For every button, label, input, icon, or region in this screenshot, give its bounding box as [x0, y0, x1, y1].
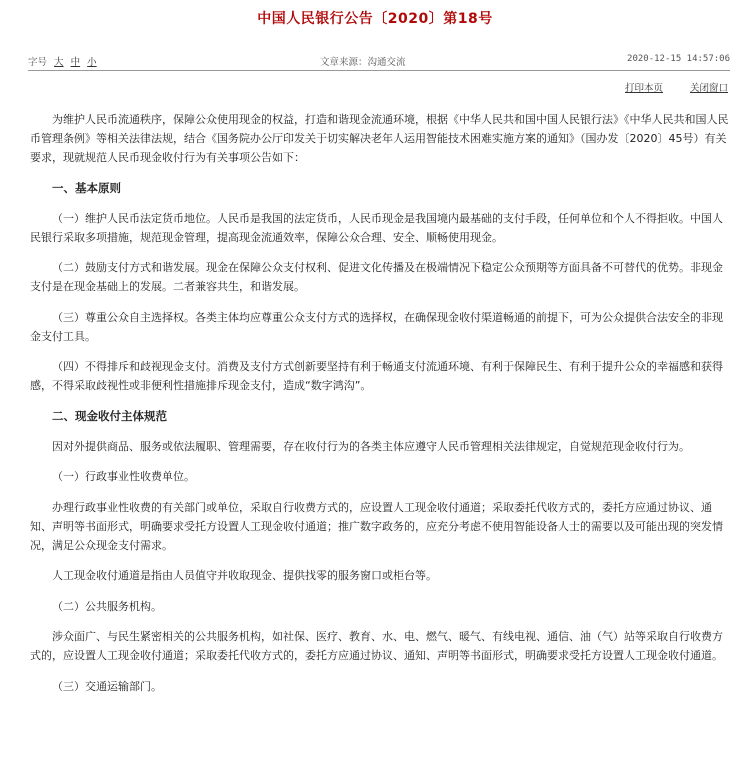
- article-source: 文章来源：沟通交流: [320, 57, 406, 68]
- page-tools: [601, 80, 728, 94]
- font-size-selector: [28, 54, 97, 68]
- section-heading: 二、现金收付主体规范: [52, 408, 167, 423]
- paragraph: 办理行政事业性收费的有关部门或单位，采取自行收费方式的，应设置人工现金收付通道；采取委托代收方式的，委托方应通过协议、通知、声明等书面形式，明确要求受托方设置人工现金收付通道；推广数字政务的，应充分考虑不使用智能设备人士的需要以及可能出现的突发情况，满足公众现金支付需求。: [30, 500, 723, 552]
- paragraph: （一）行政事业性收费单位。: [52, 470, 195, 483]
- paragraph: 人工现金收付通道是指由人员值守并收取现金、提供找零的服务窗口或柜台等。: [52, 569, 437, 582]
- print-page-link[interactable]: 打印本页: [624, 83, 663, 94]
- paragraph: 涉众面广、与民生紧密相关的公共服务机构，如社保、医疗、教育、水、电、燃气、暖气、有线电视、通信、油（气）站等采取自行收费方式的，应设置人工现金收付通道；采取委托代收方式的，委托方应通过协议、通知、声明等书面形式，明确要求受托方设置人工现金收付通道。: [30, 630, 723, 662]
- header-divider: [28, 70, 730, 71]
- font-large-link[interactable]: 大: [54, 57, 64, 68]
- paragraph: （三）交通运输部门。: [52, 679, 162, 693]
- article-body: [30, 110, 730, 707]
- page-title: 中国人民银行公告〔2020〕第18号: [257, 11, 493, 27]
- paragraph: （三）尊重公众自主选择权。各类主体均应尊重公众支付方式的选择权，在确保现金收付渠道畅通的前提下，可为公众提供合法安全的非现金支付工具。: [30, 310, 723, 343]
- close-window-link[interactable]: 关闭窗口: [689, 83, 728, 94]
- paragraph: 因对外提供商品、服务或依法履职、管理需要，存在收付行为的各类主体应遵守人民币管理相关法律规定，自觉规范现金收付行为。: [52, 439, 690, 453]
- paragraph: （二）鼓励支付方式和谐发展。现金在保障公众支付权利、促进文化传播及在极端情况下稳定公众预期等方面具备不可替代的优势。非现金支付是在现金基础上的发展。二者兼容共生，和谐发展。: [30, 261, 723, 293]
- font-medium-link[interactable]: 中: [70, 57, 81, 68]
- font-small-link[interactable]: 小: [87, 57, 97, 68]
- paragraph: （四）不得排斥和歧视现金支付。消费及支付方式创新要坚持有利于畅通支付流通环境、有利于保障民生、有利于提升公众的幸福感和获得感，不得采取歧视性或非便利性措施排斥现金支付，造成“数字鸿沟”。: [30, 360, 723, 392]
- meta-bar: [28, 50, 730, 70]
- intro-paragraph: 为维护人民币流通秩序，保障公众使用现金的权益，打造和谐现金流通环境，根据《中华人民共和国中国人民银行法》《中华人民共和国人民币管理条例》等相关法律法规，结合《国务院办公厅印发关于切实解决老年人运用智能技术困难实施方案的通知》（国办发〔2020〕45号）有关要求，现就规范人民币现金收付行为有关事项公告如下：: [30, 113, 729, 164]
- font-size-label: 字号: [28, 57, 48, 68]
- publish-date: 2020-12-15 14:57:06: [627, 54, 730, 64]
- paragraph: （一）维护人民币法定货币地位。人民币是我国的法定货币，人民币现金是我国境内最基础的支付手段，任何单位和个人不得拒收。中国人民银行采取多项措施，规范现金管理，提高现金流通效率，保障公众合理、安全、顺畅使用现金。: [30, 211, 723, 244]
- paragraph: （二）公共服务机构。: [52, 599, 162, 613]
- section-heading: 一、基本原则: [52, 180, 121, 195]
